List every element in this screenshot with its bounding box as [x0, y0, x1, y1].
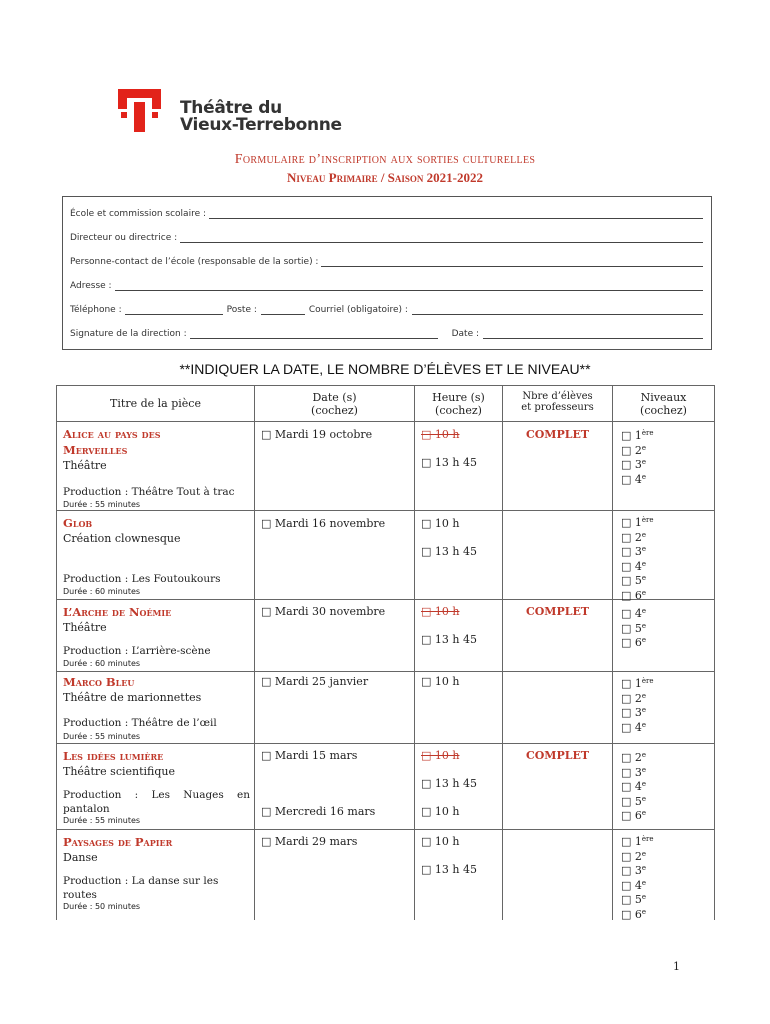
- telephone-field[interactable]: [125, 307, 223, 315]
- show-duration: Durée : 55 minutes: [63, 816, 141, 825]
- level-suffix: e: [641, 794, 647, 803]
- shows-table: [56, 385, 715, 920]
- level-label: □ 6: [621, 907, 642, 921]
- telephone-label: Téléphone :: [70, 305, 122, 315]
- form-title: Formulaire d’inscription aux sorties culturelles: [234, 152, 536, 167]
- level-suffix: ère: [641, 429, 654, 437]
- level-label: □ 6: [621, 809, 642, 822]
- level-label: □ 2: [621, 443, 642, 457]
- show-title: L’Arche de Noémie: [63, 605, 172, 619]
- date-option[interactable]: □ Mardi 30 novembre: [261, 605, 386, 618]
- level-option[interactable]: [621, 633, 646, 651]
- level-suffix: e: [641, 706, 647, 714]
- table-row: [57, 600, 715, 672]
- level-label: □ 2: [621, 849, 642, 863]
- show-production: Production : Théâtre de l’œil: [63, 717, 217, 729]
- header-nbre: Nbre d’élèves et professeurs: [503, 386, 613, 422]
- page-number: 1: [673, 960, 680, 973]
- level-label: □ 4: [621, 720, 642, 734]
- level-suffix: ère: [641, 677, 654, 685]
- show-production: Production : Les Nuages en: [63, 789, 250, 801]
- level-option[interactable]: [621, 470, 646, 488]
- level-suffix: e: [641, 443, 647, 452]
- level-suffix: e: [641, 621, 647, 630]
- signature-label: Signature de la direction :: [70, 329, 187, 339]
- status-badge: COMPLET: [525, 749, 590, 762]
- level-suffix: e: [641, 691, 647, 700]
- level-label: □ 4: [621, 472, 642, 486]
- school-info-form: [62, 196, 712, 350]
- show-duration: Durée : 60 minutes: [63, 659, 141, 668]
- time-option[interactable]: □ 13 h 45: [421, 777, 477, 790]
- courriel-label: Courriel (obligatoire) :: [308, 305, 408, 315]
- level-label: □ 4: [621, 878, 642, 892]
- logo-t-icon: [116, 88, 168, 134]
- adresse-label: Adresse :: [70, 281, 112, 291]
- show-genre: Théâtre scientifique: [63, 765, 176, 778]
- table-row: [57, 830, 715, 921]
- header-heure: Heure (s) (cochez): [415, 386, 503, 422]
- level-suffix: e: [641, 559, 647, 568]
- telephone-row: [70, 303, 703, 315]
- level-option[interactable]: [621, 905, 646, 923]
- level-suffix: e: [641, 636, 647, 644]
- level-suffix: e: [641, 720, 647, 729]
- show-production-cont: routes: [63, 889, 97, 901]
- level-label: □ 1: [621, 835, 642, 848]
- level-label: □ 5: [621, 621, 642, 635]
- signature-field[interactable]: [190, 331, 438, 339]
- level-label: □ 5: [621, 574, 642, 587]
- level-label: □ 4: [621, 780, 642, 793]
- level-suffix: e: [641, 780, 647, 788]
- level-label: □ 1: [621, 677, 642, 690]
- level-suffix: e: [641, 574, 647, 582]
- time-option[interactable]: □ 10 h: [421, 517, 460, 530]
- instructions-heading: **INDIQUER LA DATE, LE NOMBRE D’ÉLÈVES ET LE NIVEAU**: [179, 361, 591, 377]
- level-label: □ 4: [621, 607, 642, 620]
- time-option-full: □ 10 h: [421, 428, 460, 441]
- show-duration: Durée : 55 minutes: [63, 500, 141, 509]
- table-row: [57, 422, 715, 511]
- level-label: □ 3: [621, 706, 642, 719]
- date-option[interactable]: □ Mardi 29 mars: [261, 835, 358, 848]
- date-option[interactable]: □ Mardi 15 mars: [261, 749, 358, 762]
- show-production-cont: pantalon: [63, 803, 110, 815]
- time-option[interactable]: □ 10 h: [421, 675, 460, 688]
- ecole-field[interactable]: [70, 207, 703, 219]
- logo-line-1: Théâtre du: [180, 98, 282, 118]
- level-suffix: e: [641, 751, 647, 759]
- level-suffix: e: [641, 458, 647, 466]
- level-suffix: e: [641, 809, 647, 817]
- table-row: [57, 744, 715, 830]
- status-badge: COMPLET: [525, 428, 590, 441]
- time-option[interactable]: □ 13 h 45: [421, 456, 477, 469]
- courriel-field[interactable]: [412, 307, 703, 315]
- ecole-label: École et commission scolaire :: [70, 209, 206, 219]
- status-badge: COMPLET: [525, 605, 590, 618]
- header-date: Date (s) (cochez): [255, 386, 415, 422]
- time-option-full: □ 10 h: [421, 749, 460, 762]
- level-label: □ 2: [621, 530, 642, 544]
- show-genre: Danse: [63, 851, 98, 864]
- date-field[interactable]: [483, 331, 703, 339]
- level-label: □ 3: [621, 545, 642, 558]
- header-titre: Titre de la pièce: [57, 386, 255, 422]
- level-suffix: e: [641, 907, 647, 916]
- level-suffix: ère: [641, 835, 654, 843]
- date-option[interactable]: □ Mardi 16 novembre: [261, 517, 386, 530]
- level-label: □ 6: [621, 636, 642, 649]
- table-row: [57, 672, 715, 744]
- show-production: Production : L’arrière-scène: [63, 645, 211, 657]
- table-row: [57, 511, 715, 600]
- level-suffix: e: [641, 864, 647, 872]
- personne-contact-field[interactable]: [70, 255, 703, 267]
- level-label: □ 5: [621, 893, 642, 906]
- show-title: Les idées lumière: [63, 749, 164, 763]
- levels-list: [613, 511, 714, 602]
- level-option[interactable]: [621, 718, 646, 736]
- show-genre: Théâtre: [63, 459, 107, 472]
- show-production: Production : Théâtre Tout à trac: [63, 486, 235, 498]
- time-option[interactable]: □ 13 h 45: [421, 863, 477, 876]
- time-option-full: □ 10 h: [421, 605, 460, 618]
- level-label: □ 4: [621, 559, 642, 573]
- directeur-label: Directeur ou directrice :: [70, 233, 178, 243]
- level-label: □ 2: [621, 691, 642, 705]
- time-option[interactable]: □ 13 h 45: [421, 545, 477, 558]
- level-suffix: e: [641, 530, 647, 539]
- form-subtitle: Niveau Primaire / Saison 2021-2022: [286, 170, 483, 185]
- directeur-field[interactable]: [70, 231, 703, 243]
- personne-contact-label: Personne-contact de l’école (responsable de la sortie) :: [70, 257, 319, 267]
- time-option[interactable]: □ 10 h: [421, 835, 460, 848]
- levels-list: [613, 744, 714, 829]
- show-duration: Durée : 60 minutes: [63, 587, 141, 596]
- show-duration: Durée : 50 minutes: [63, 902, 141, 911]
- level-label: □ 3: [621, 864, 642, 877]
- show-title-cont: Merveilles: [63, 443, 128, 457]
- level-option[interactable]: [621, 806, 646, 824]
- level-label: □ 3: [621, 458, 642, 471]
- level-label: □ 5: [621, 794, 642, 808]
- level-label: □ 3: [621, 765, 642, 779]
- theatre-logo: [116, 88, 376, 136]
- date-option[interactable]: □ Mercredi 16 mars: [261, 805, 376, 818]
- date-option[interactable]: □ Mardi 19 octobre: [261, 428, 373, 441]
- levels-list: [613, 600, 714, 671]
- show-genre: Théâtre de marionnettes: [63, 691, 202, 704]
- show-genre: Création clownesque: [63, 532, 181, 545]
- level-suffix: e: [641, 893, 647, 901]
- level-suffix: e: [641, 588, 647, 597]
- level-label: □ 2: [621, 751, 642, 764]
- show-genre: Théâtre: [63, 621, 107, 634]
- level-suffix: e: [641, 849, 647, 858]
- level-suffix: ère: [641, 516, 654, 524]
- show-title: Paysages de Papier: [63, 835, 173, 849]
- level-suffix: e: [641, 878, 647, 887]
- time-option[interactable]: □ 10 h: [421, 805, 460, 818]
- level-suffix: e: [641, 607, 647, 615]
- levels-list: [613, 422, 714, 510]
- time-option[interactable]: □ 13 h 45: [421, 633, 477, 646]
- show-title: Glob: [63, 516, 93, 530]
- table-header-row: [57, 386, 715, 422]
- levels-list: [613, 672, 714, 743]
- level-label: □ 1: [621, 429, 642, 442]
- show-production: Production : Les Foutoukours: [63, 573, 221, 585]
- level-suffix: e: [641, 765, 647, 774]
- level-suffix: e: [641, 545, 647, 553]
- adresse-field[interactable]: [70, 279, 703, 291]
- header-niveaux: Niveaux (cochez): [613, 386, 715, 422]
- level-label: □ 6: [621, 588, 642, 602]
- levels-list: [613, 830, 714, 920]
- poste-field[interactable]: [261, 307, 305, 315]
- poste-label: Poste :: [226, 305, 257, 315]
- show-title: Alice au pays des: [63, 427, 161, 441]
- date-option[interactable]: □ Mardi 25 janvier: [261, 675, 369, 688]
- show-title: Marco Bleu: [63, 675, 135, 689]
- level-label: □ 1: [621, 516, 642, 529]
- show-production: Production : La danse sur les: [63, 875, 219, 887]
- signature-row: [70, 327, 703, 339]
- logo-line-2: Vieux-Terrebonne: [180, 115, 342, 135]
- show-duration: Durée : 55 minutes: [63, 732, 141, 741]
- date-label: Date :: [451, 329, 480, 339]
- level-suffix: e: [641, 472, 647, 481]
